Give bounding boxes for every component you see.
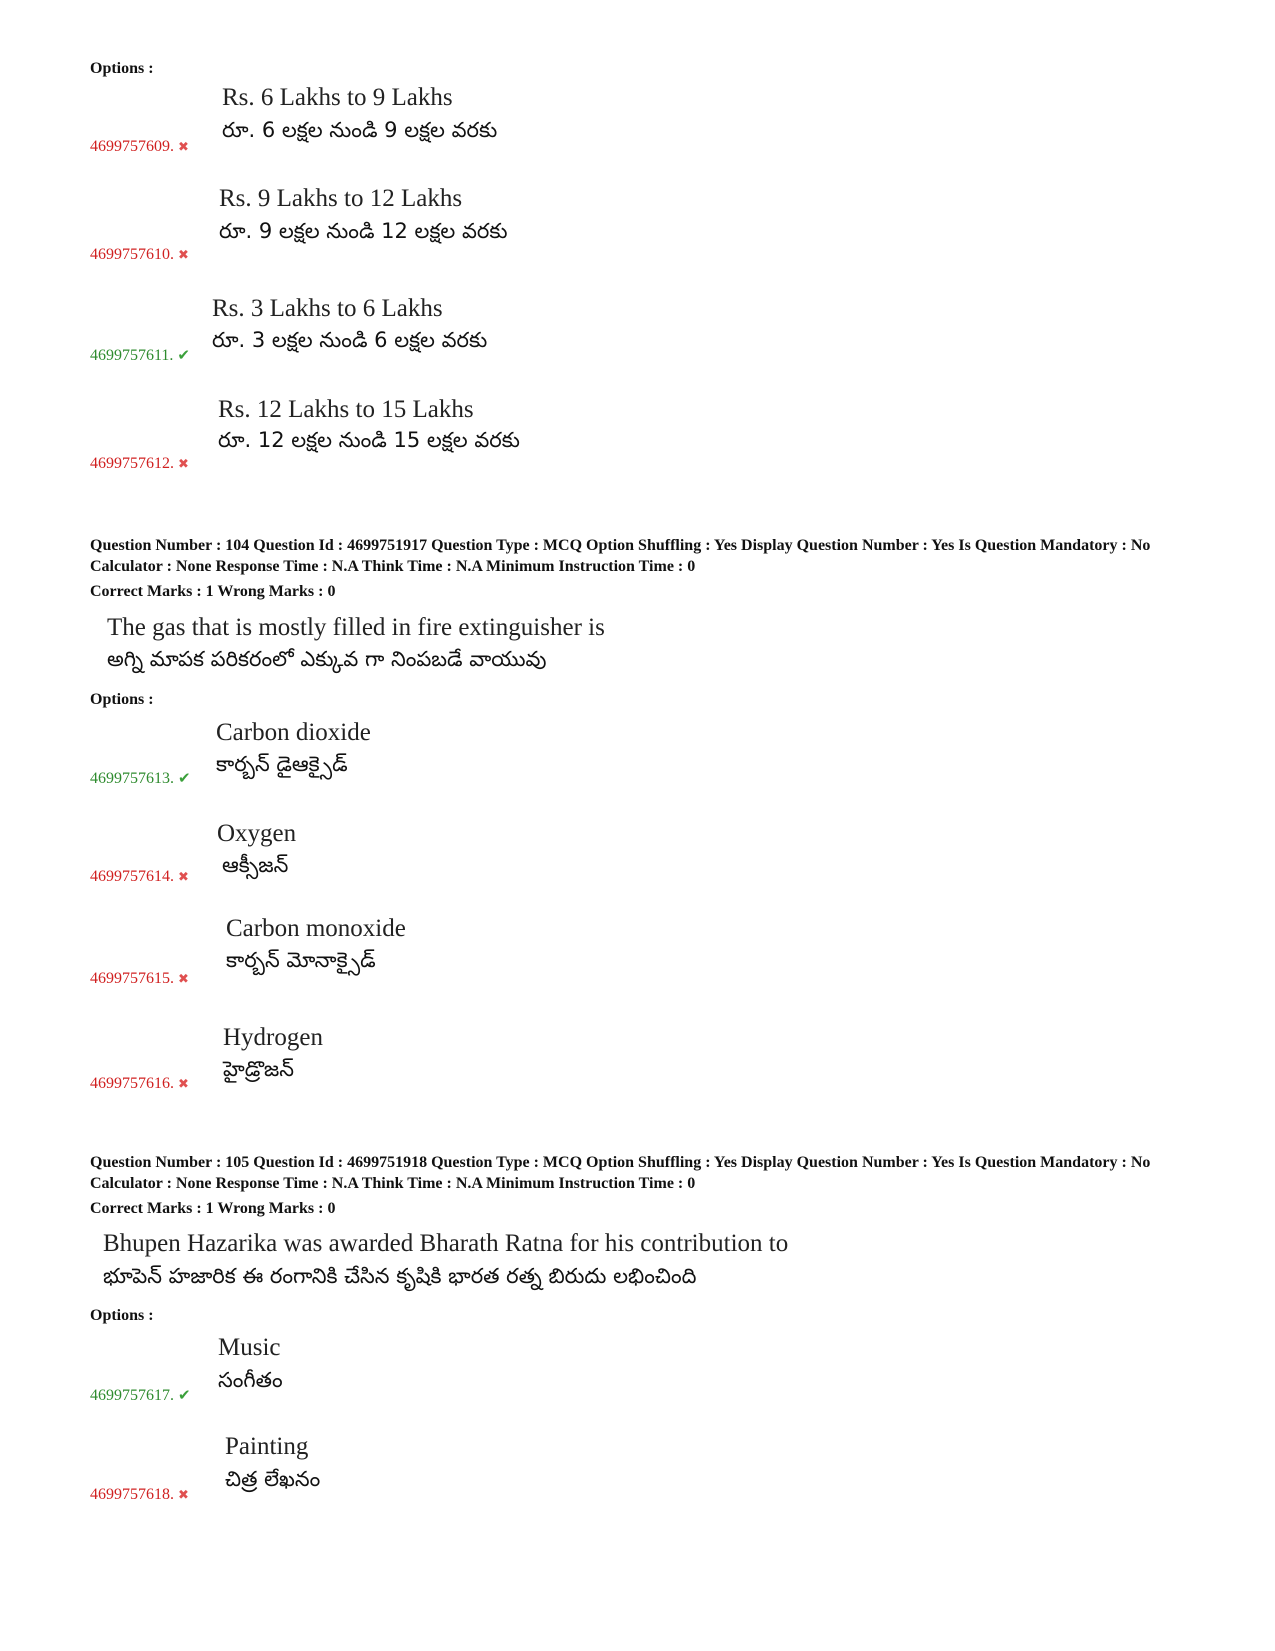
options-label: Options : [90,1307,154,1324]
option-text-en: Rs. 6 Lakhs to 9 Lakhs [222,84,453,111]
option-text-te: కార్బన్ డైఆక్సైడ్ [216,752,348,776]
question-text-te: అగ్ని మాపక పరికరంలో ఎక్కువ గా నింపబడే వాయువు [107,647,547,671]
question-text-en: The gas that is mostly filled in fire extinguisher is [107,614,605,641]
option-id: 4699757615. ✖ [90,970,189,987]
correct-mark-icon: ✔ [178,771,191,787]
option-text-en: Painting [225,1433,309,1460]
question-text-en: Bhupen Hazarika was awarded Bharath Ratna for his contribution to [103,1230,789,1257]
option-text-en: Rs. 12 Lakhs to 15 Lakhs [218,396,474,423]
option-text-en: Carbon dioxide [216,719,371,746]
option-text-te: కార్బన్ మోనాక్సైడ్ [226,948,376,972]
question-marks: Correct Marks : 1 Wrong Marks : 0 [90,1200,336,1217]
option-id: 4699757612. ✖ [90,455,189,472]
option-text-te: చిత్ర లేఖనం [225,1467,321,1491]
option-id: 4699757616. ✖ [90,1075,189,1092]
option-text-te: ఆక్సీజన్ [222,853,289,877]
correct-mark-icon: ✔ [178,1388,191,1404]
option-text-en: Oxygen [217,820,297,847]
option-id: 4699757614. ✖ [90,868,189,885]
wrong-mark-icon: ✖ [178,456,189,471]
question-marks: Correct Marks : 1 Wrong Marks : 0 [90,583,336,600]
option-text-te: సంగీతం [218,1368,283,1392]
option-id: 4699757613. ✔ [90,770,191,787]
option-text-te: రూ. 3 లక్షల నుండి 6 లక్షల వరకు [212,328,488,352]
option-text-en: Carbon monoxide [226,915,406,942]
option-id: 4699757617. ✔ [90,1387,191,1404]
options-label: Options : [90,691,154,708]
wrong-mark-icon: ✖ [178,971,189,986]
wrong-mark-icon: ✖ [178,247,189,262]
wrong-mark-icon: ✖ [178,869,189,884]
option-text-te: రూ. 9 లక్షల నుండి 12 లక్షల వరకు [219,219,508,243]
wrong-mark-icon: ✖ [178,1487,189,1502]
option-id: 4699757611. ✔ [90,347,190,364]
option-id: 4699757610. ✖ [90,246,189,263]
wrong-mark-icon: ✖ [178,1076,189,1091]
question-meta: Question Number : 105 Question Id : 4699751918 Question Type : MCQ Option Shuffling : Yes Display Question Number : Yes Is Question Mandatory : No Calculator : None Response Time : N.A Think Time : N.A Minimum Instruction Time : 0 [90,1154,1151,1192]
wrong-mark-icon: ✖ [178,139,189,154]
option-text-te: రూ. 12 లక్షల నుండి 15 లక్షల వరకు [218,428,520,452]
option-id: 4699757609. ✖ [90,138,189,155]
options-label: Options : [90,60,154,77]
question-text-te: భూపెన్ హజారిక ఈ రంగానికి చేసిన కృషికి భారత రత్న బిరుదు లభించింది [103,1264,697,1288]
option-text-en: Rs. 9 Lakhs to 12 Lakhs [219,185,463,212]
option-text-en: Rs. 3 Lakhs to 6 Lakhs [212,295,443,322]
option-id: 4699757618. ✖ [90,1486,189,1503]
option-text-te: హైడ్రొజన్ [223,1057,295,1081]
option-text-te: రూ. 6 లక్షల నుండి 9 లక్షల వరకు [222,118,498,142]
option-text-en: Hydrogen [223,1024,323,1051]
correct-mark-icon: ✔ [177,348,190,364]
option-text-en: Music [218,1334,281,1361]
question-meta: Question Number : 104 Question Id : 4699751917 Question Type : MCQ Option Shuffling : Yes Display Question Number : Yes Is Question Mandatory : No Calculator : None Response Time : N.A Think Time : N.A Minimum Instruction Time : 0 [90,537,1151,575]
